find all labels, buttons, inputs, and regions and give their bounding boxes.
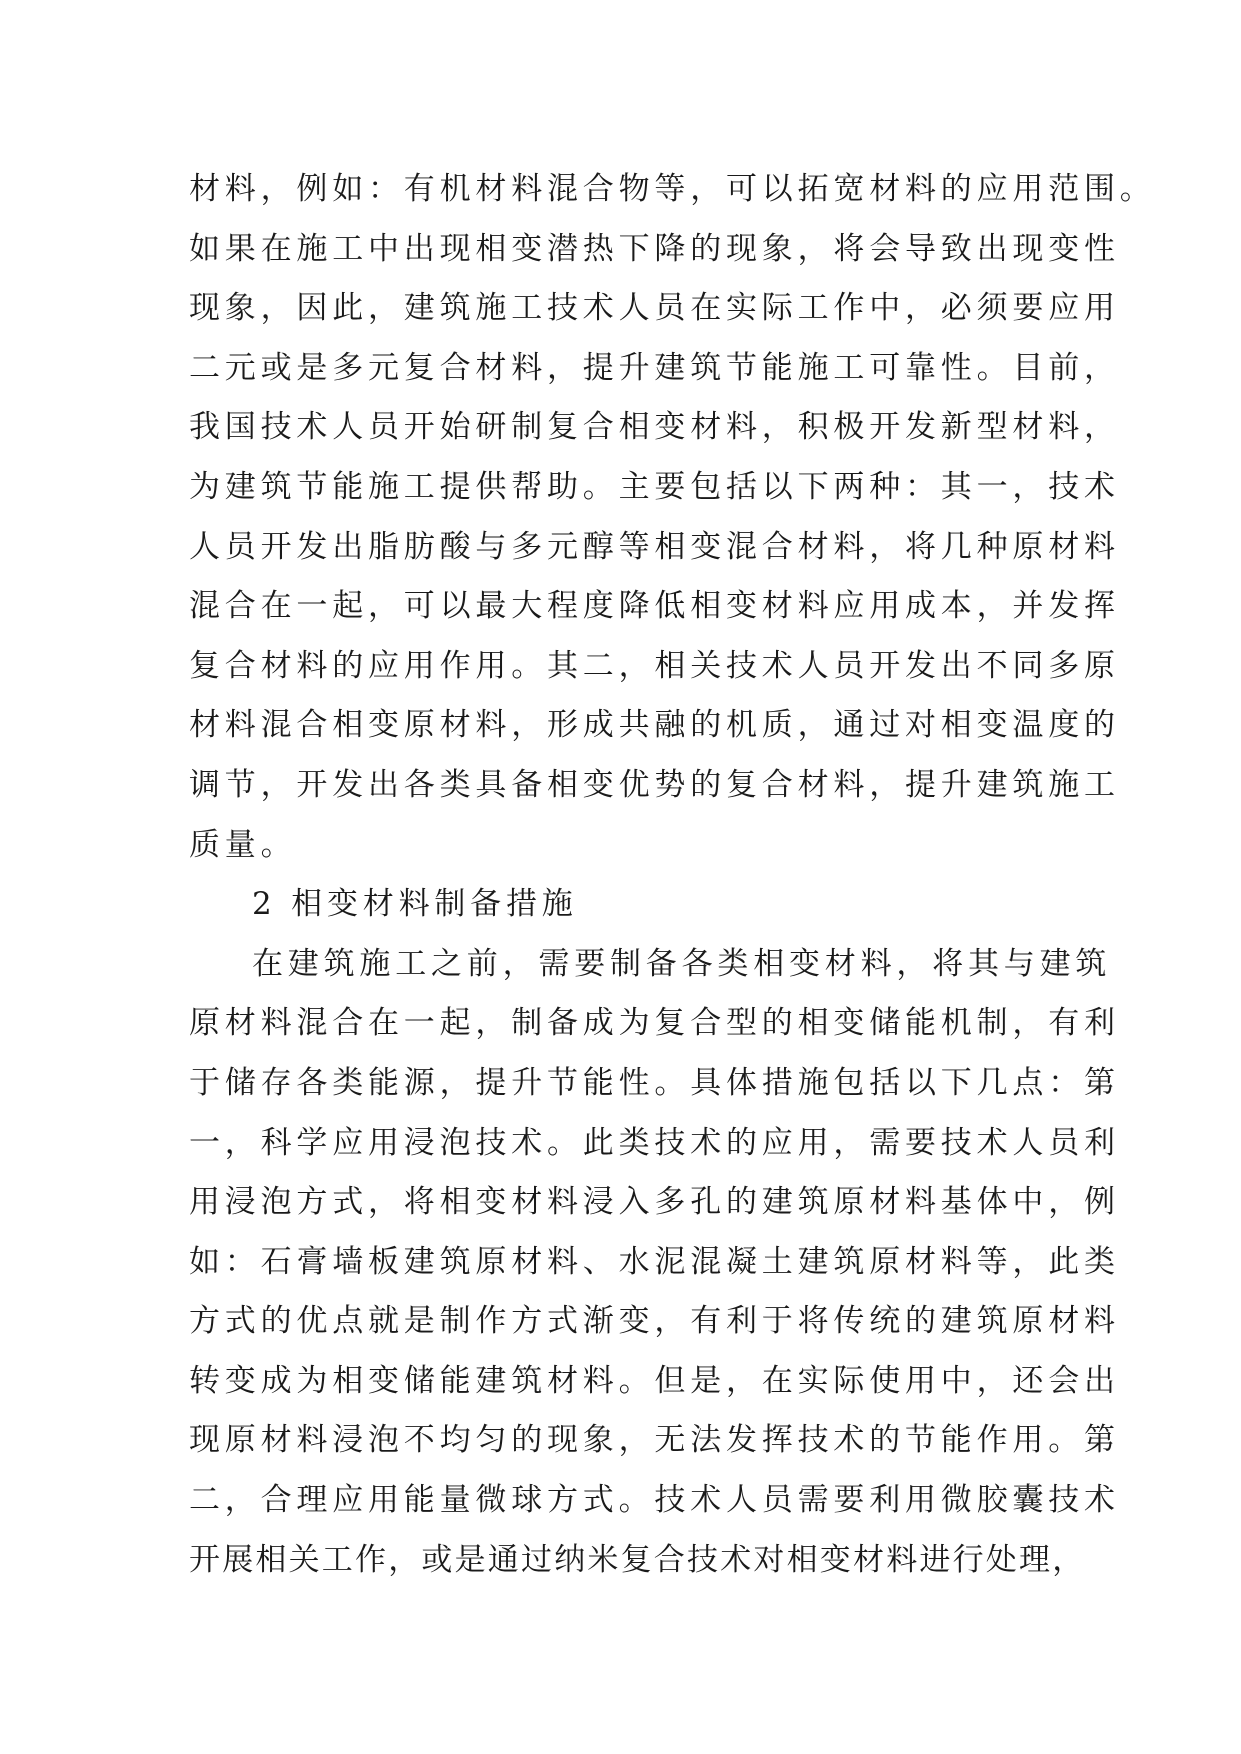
text-line: 调节，开发出各类具备相变优势的复合材料，提升建筑施工 <box>189 766 1120 803</box>
text-line: 原材料混合在一起，制备成为复合型的相变储能机制，有利 <box>189 1005 1120 1042</box>
text-line: 现象，因此，建筑施工技术人员在实际工作中，必须要应用 <box>189 290 1120 327</box>
text-line: 我国技术人员开始研制复合相变材料，积极开发新型材料， <box>189 409 1120 446</box>
section-heading: 2 相变材料制备措施 <box>252 886 578 923</box>
text-line: 如果在施工中出现相变潜热下降的现象，将会导致出现变性 <box>189 230 1120 267</box>
text-line: 现原材料浸泡不均匀的现象，无法发挥技术的节能作用。第 <box>189 1422 1120 1459</box>
text-line: 二元或是多元复合材料，提升建筑节能施工可靠性。目前， <box>189 349 1120 386</box>
text-line: 复合材料的应用作用。其二，相关技术人员开发出不同多原 <box>189 647 1120 684</box>
text-line: 转变成为相变储能建筑材料。但是，在实际使用中，还会出 <box>189 1362 1120 1399</box>
text-line: 材料混合相变原材料，形成共融的机质，通过对相变温度的 <box>189 707 1120 744</box>
text-line: 混合在一起，可以最大程度降低相变材料应用成本，并发挥 <box>189 588 1120 625</box>
text-line: 材料，例如：有机材料混合物等，可以拓宽材料的应用范围。 <box>189 171 1156 207</box>
text-line: 质量。 <box>189 826 297 863</box>
text-line: 二，合理应用能量微球方式。技术人员需要利用微胶囊技术 <box>189 1482 1120 1519</box>
text-line: 一，科学应用浸泡技术。此类技术的应用，需要技术人员利 <box>189 1124 1120 1161</box>
text-line: 方式的优点就是制作方式渐变，有利于将传统的建筑原材料 <box>189 1303 1120 1340</box>
text-line: 于储存各类能源，提升节能性。具体措施包括以下几点：第 <box>189 1064 1120 1101</box>
paragraph-first-line: 在建筑施工之前，需要制备各类相变材料，将其与建筑 <box>252 945 1112 982</box>
text-line: 用浸泡方式，将相变材料浸入多孔的建筑原材料基体中，例 <box>189 1184 1120 1221</box>
text-line: 人员开发出脂肪酸与多元醇等相变混合材料，将几种原材料 <box>189 528 1120 565</box>
body-text <box>189 160 1156 1590</box>
text-line: 为建筑节能施工提供帮助。主要包括以下两种：其一，技术 <box>189 468 1120 505</box>
text-line: 如：石膏墙板建筑原材料、水泥混凝土建筑原材料等，此类 <box>189 1243 1120 1280</box>
text-line: 开展相关工作，或是通过纳米复合技术对相变材料进行处理， <box>189 1541 1086 1578</box>
